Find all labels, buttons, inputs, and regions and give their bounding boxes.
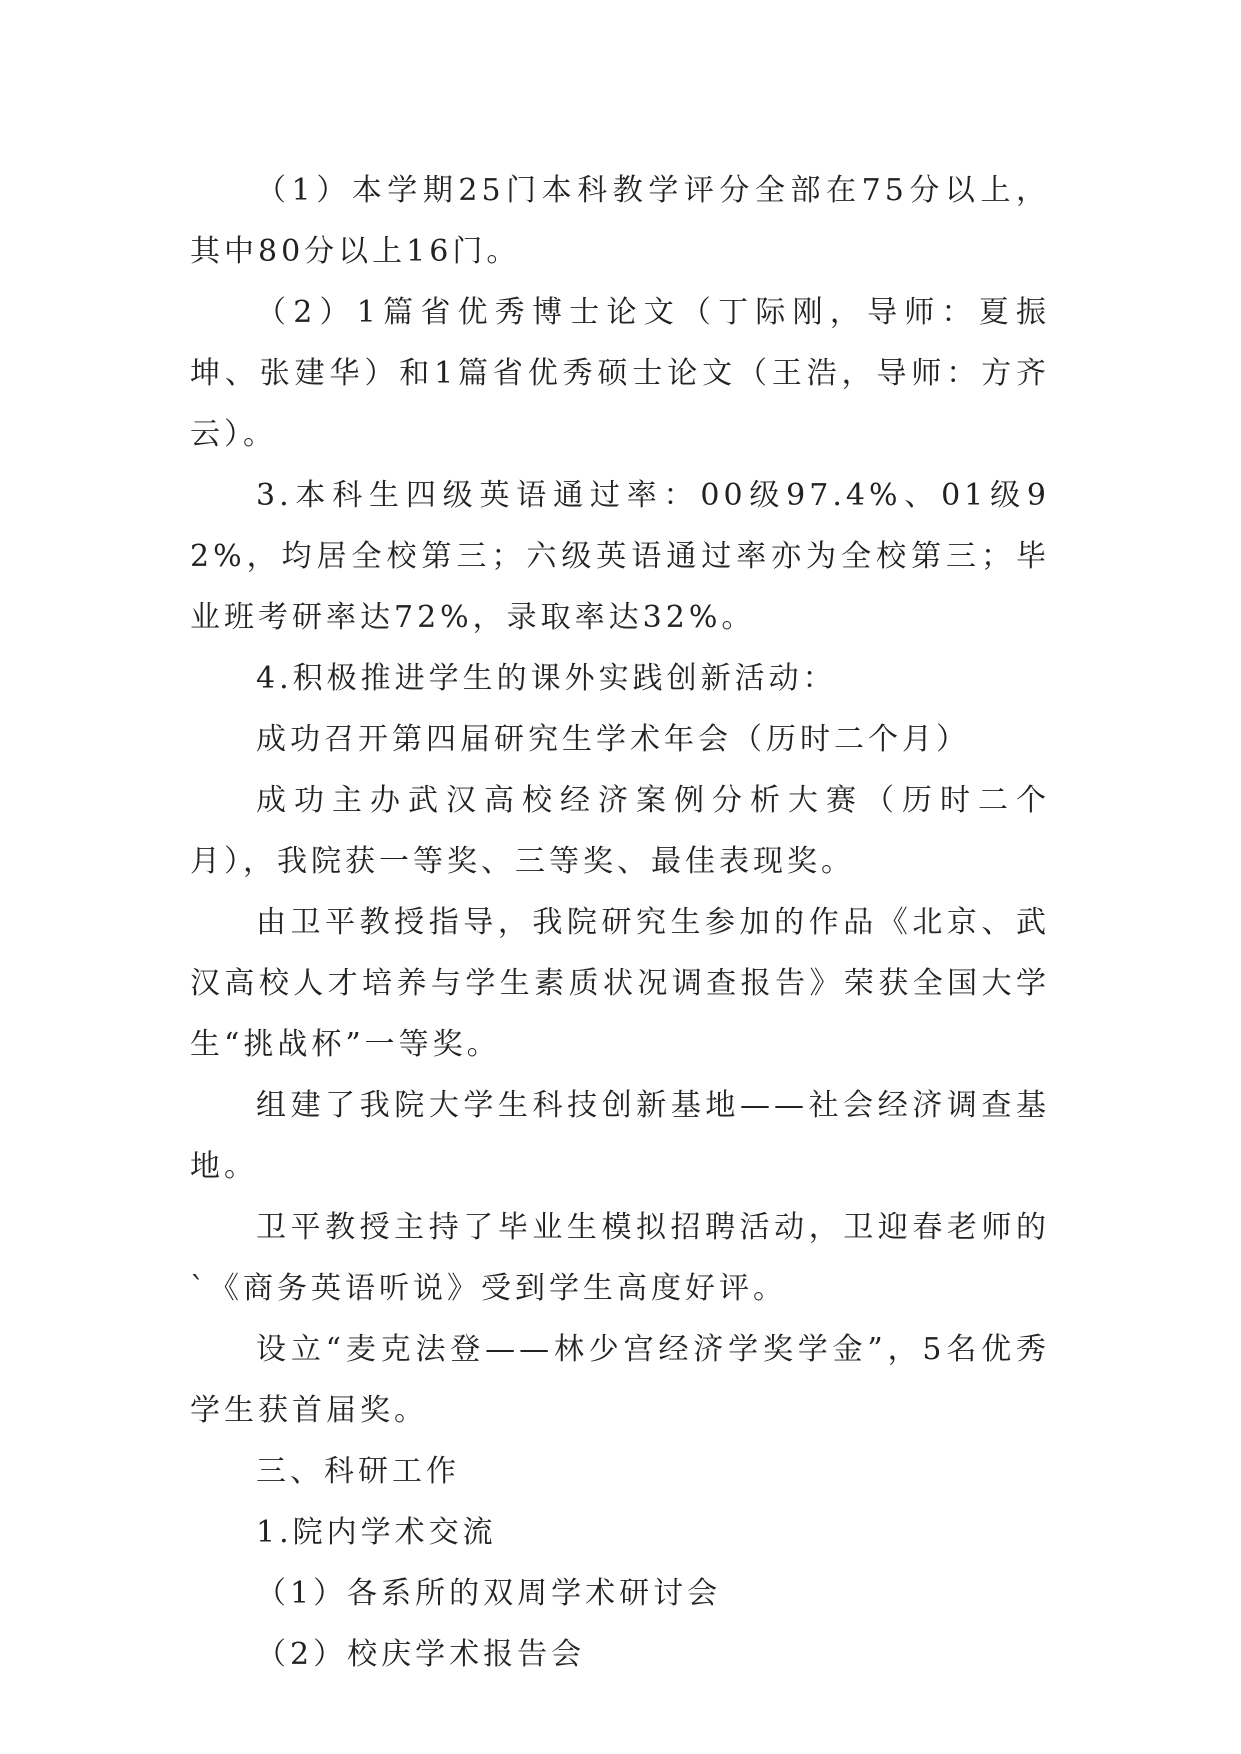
paragraph-case-competition: 成功主办武汉高校经济案例分析大赛（历时二个月），我院获一等奖、三等奖、最佳表现奖。 xyxy=(190,783,1050,879)
paragraph-outstanding-theses: （2）1篇省优秀博士论文（丁际刚，导师：夏振坤、张建华）和1篇省优秀硕士论文（王浩，导师：方齐云）。 xyxy=(190,295,1050,452)
document-body xyxy=(190,160,1050,1685)
paragraph-scholarship: 设立“麦克法登——林少宫经济学奖学金”，5名优秀学生获首届奖。 xyxy=(190,1332,1050,1428)
paragraph-english-pass-rate: 3.本科生四级英语通过率：00级97.4%、01级92%，均居全校第三；六级英语通过率亦为全校第三；毕业班考研率达72%，录取率达32%。 xyxy=(190,478,1050,635)
paragraph-graduate-conference: 成功召开第四届研究生学术年会（历时二个月） xyxy=(256,722,970,757)
paragraph-challenge-cup: 由卫平教授指导，我院研究生参加的作品《北京、武汉高校人才培养与学生素质状况调查报告》荣获全国大学生“挑战杯”一等奖。 xyxy=(190,905,1050,1062)
paragraph-innovation-base: 组建了我院大学生科技创新基地——社会经济调查基地。 xyxy=(190,1088,1050,1184)
paragraph-mock-recruitment: 卫平教授主持了毕业生模拟招聘活动，卫迎春老师的`《商务英语听说》受到学生高度好评。 xyxy=(190,1210,1050,1306)
section-heading-research: 三、科研工作 xyxy=(256,1454,460,1489)
list-item-biweekly-seminar: （1）各系所的双周学术研讨会 xyxy=(256,1576,722,1611)
list-item-anniversary-lecture: （2）校庆学术报告会 xyxy=(256,1637,586,1672)
paragraph-course-evaluation: （1）本学期25门本科教学评分全部在75分以上，其中80分以上16门。 xyxy=(190,173,1050,269)
subsection-heading-academic-exchange: 1.院内学术交流 xyxy=(256,1515,497,1550)
paragraph-practice-activities-heading: 4.积极推进学生的课外实践创新活动： xyxy=(256,661,837,696)
